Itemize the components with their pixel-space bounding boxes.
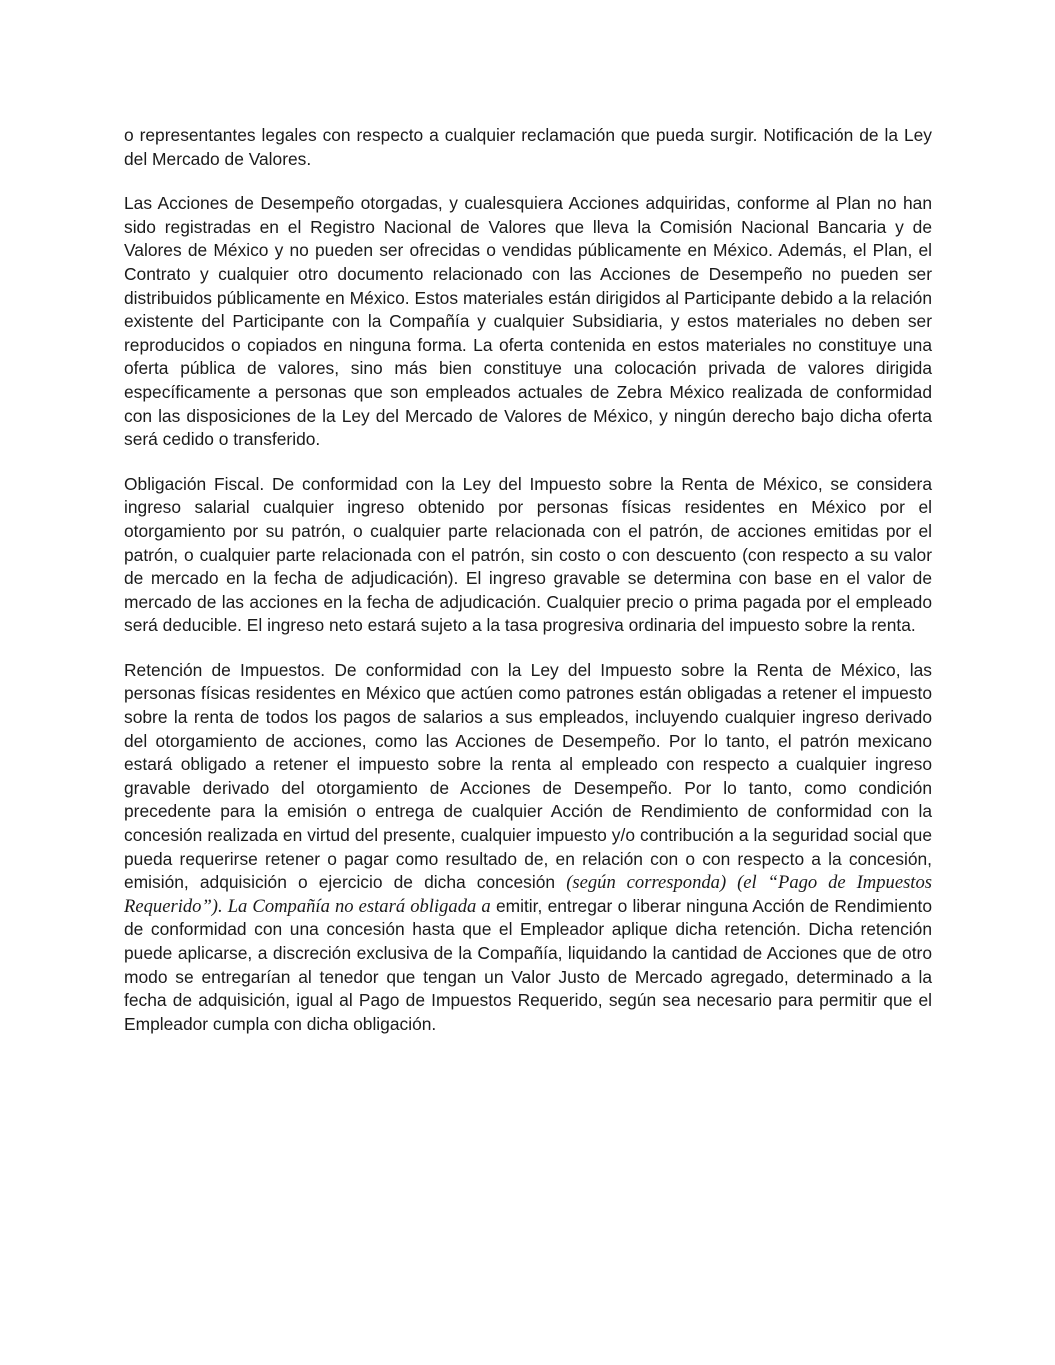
paragraph-text: Obligación Fiscal. De conformidad con la Ley del Impuesto sobre la Renta de México, se considera ingreso salarial cualquier ingreso obtenido por personas físicas residentes en México por el otorgamiento por su patrón, o cualquier parte relacionada con el patrón, de acciones emitidas por el patrón, o cualquier parte relacionada con el patrón, sin costo o con descuento (con respecto a su valor de mercado en la fecha de adjudicación). El ingreso gravable se determina con base en el valor de mercado de las acciones en la fecha de adjudicación. Cualquier precio o prima pagada por el empleado será deducible. El ingreso neto estará sujeto a la tasa progresiva ordinaria del impuesto sobre la renta. (124, 473, 932, 636)
document-page (124, 124, 932, 1057)
paragraph-securities-law-heading (124, 124, 932, 171)
paragraph-text: Retención de Impuestos. De conformidad con la Ley del Impuesto sobre la Renta de México, las personas físicas residentes en México que actúen como patrones están obligadas a retener el impuesto sobre la renta de todos los pagos de salarios a sus empleados, incluyendo cualquier ingreso derivado del otorgamiento de acciones, como las Acciones de Desempeño. Por lo tanto, el patrón mexicano estará obligado a retener el impuesto sobre la renta al empleado con respecto a cualquier ingreso gravable derivado del otorgamiento de Acciones de Desempeño. Por lo tanto, como condición precedente para la emisión o entrega de cualquier Acción de Rendimiento de conformidad con la concesión realizada en virtud del presente, cualquier impuesto y/o contribución a la seguridad social que pueda requerirse retener o pagar como resultado de, en relación con o con respecto a la concesión, emisión, adquisición o ejercicio de dicha concesión (124, 659, 932, 893)
paragraph-italic-text: (según corresponda) (el “Pago de Impuestos Requerido”). La Compañía no estará obligada a (124, 872, 933, 917)
paragraph-tax-obligation (124, 473, 932, 638)
paragraph-text: o representantes legales con respecto a cualquier reclamación que pueda surgir. Notificación de la Ley del Mercado de Valores. (124, 125, 932, 169)
paragraph-securities-law-notice (124, 192, 932, 452)
paragraph-tax-withholding (124, 659, 932, 1037)
paragraph-text: emitir, entregar o liberar ninguna Acción de Rendimiento de conformidad con una concesión hasta que el Empleador aplique dicha retención. Dicha retención puede aplicarse, a discreción exclusiva de la Compañía, liquidando la cantidad de Acciones que de otro modo se entregarían al tenedor que tengan un Valor Justo de Mercado agregado, determinado a la fecha de adquisición, igual al Pago de Impuestos Requerido, según sea necesario para permitir que el Empleador cumpla con dicha obligación. (124, 895, 932, 1034)
paragraph-text: Las Acciones de Desempeño otorgadas, y cualesquiera Acciones adquiridas, conforme al Plan no han sido registradas en el Registro Nacional de Valores que lleva la Comisión Nacional Bancaria y de Valores de México y no pueden ser ofrecidas o vendidas públicamente en México. Además, el Plan, el Contrato y cualquier otro documento relacionado con las Acciones de Desempeño no pueden ser distribuidos públicamente en México. Estos materiales están dirigidos al Participante debido a la relación existente del Participante con la Compañía y cualquier Subsidiaria, y estos materiales no deben ser reproducidos o copiados en ninguna forma. La oferta contenida en estos materiales no constituye una oferta pública de valores, sino más bien constituye una colocación privada de valores dirigida específicamente a personas que son empleados actuales de Zebra México realizada de conformidad con las disposiciones de la Ley del Mercado de Valores de México, y ningún derecho bajo dicha oferta será cedido o transferido. (124, 193, 932, 450)
